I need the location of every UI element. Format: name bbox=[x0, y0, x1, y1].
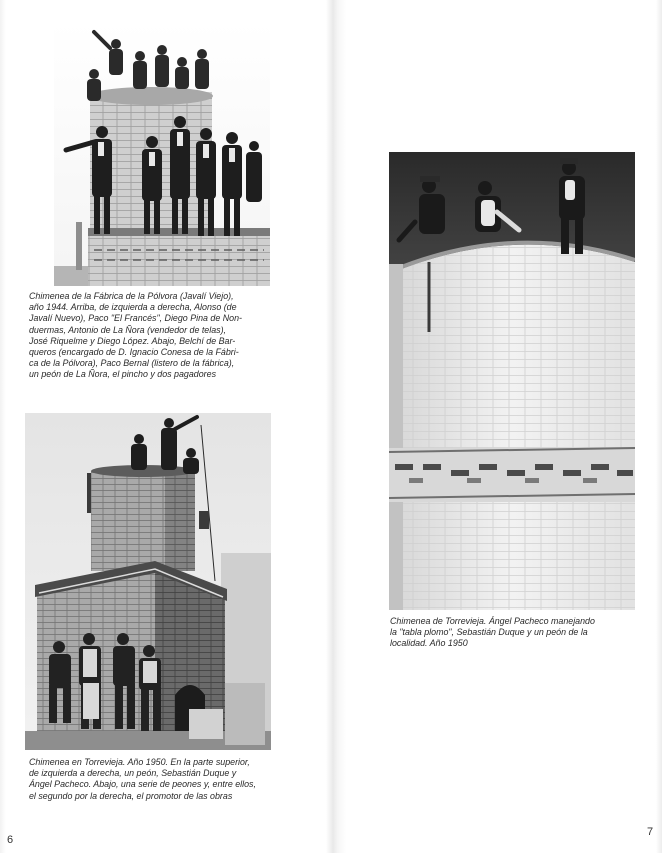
caption-line: queros (encargado de D. Ignacio Conesa de la Fábri- bbox=[29, 347, 239, 358]
caption-line: Chimenea en Torrevieja. Año 1950. En la parte superior, bbox=[29, 757, 250, 767]
caption-line: Javalí Nuevo), Paco "El Francés", Diego Pina de Non- bbox=[29, 313, 242, 324]
caption-line: José Riquelme y Diego López. Abajo, Belchí de Bar- bbox=[29, 335, 236, 346]
caption-line: duermas, Antonio de La Ñora (vendedor de telas), bbox=[29, 324, 227, 335]
photo-polvora-caption bbox=[29, 291, 274, 381]
photo-torrevieja-top-caption bbox=[390, 616, 640, 650]
caption-line: año 1944. Arriba, de izquierda a derecha, Alonso (de bbox=[29, 302, 237, 313]
caption-line: ca de la Pólvora), Paco Bernal (listero de la fábrica), bbox=[29, 358, 235, 369]
photo-torrevieja-chimney-top bbox=[389, 152, 635, 610]
caption-line: de izquierda a derecha, un peón, Sebastián Duque y bbox=[29, 768, 237, 779]
caption-line: localidad. Año 1950 bbox=[390, 638, 468, 649]
page-number-right: 7 bbox=[647, 826, 654, 838]
caption-line: Chimenea de la Fábrica de la Pólvora (Javalí Viejo), bbox=[29, 291, 234, 301]
page-number-left: 6 bbox=[7, 834, 14, 846]
caption-line: Chimenea de Torrevieja. Ángel Pacheco manejando bbox=[390, 616, 595, 626]
photo-polvora-chimney-1944 bbox=[54, 22, 270, 286]
caption-line: la "tabla plomo", Sebastián Duque y un peón de la bbox=[390, 627, 588, 638]
photo-torrevieja-workers-caption bbox=[29, 757, 279, 802]
caption-line: un peón de La Ñora, el pincho y dos pagadores bbox=[29, 369, 217, 380]
caption-line: el segundo por la derecha, el promotor de las obras bbox=[29, 790, 233, 801]
caption-line: Ángel Pacheco. Abajo, una serie de peones y, entre ellos, bbox=[29, 779, 256, 790]
photo-torrevieja-chimney-workers bbox=[25, 413, 271, 750]
